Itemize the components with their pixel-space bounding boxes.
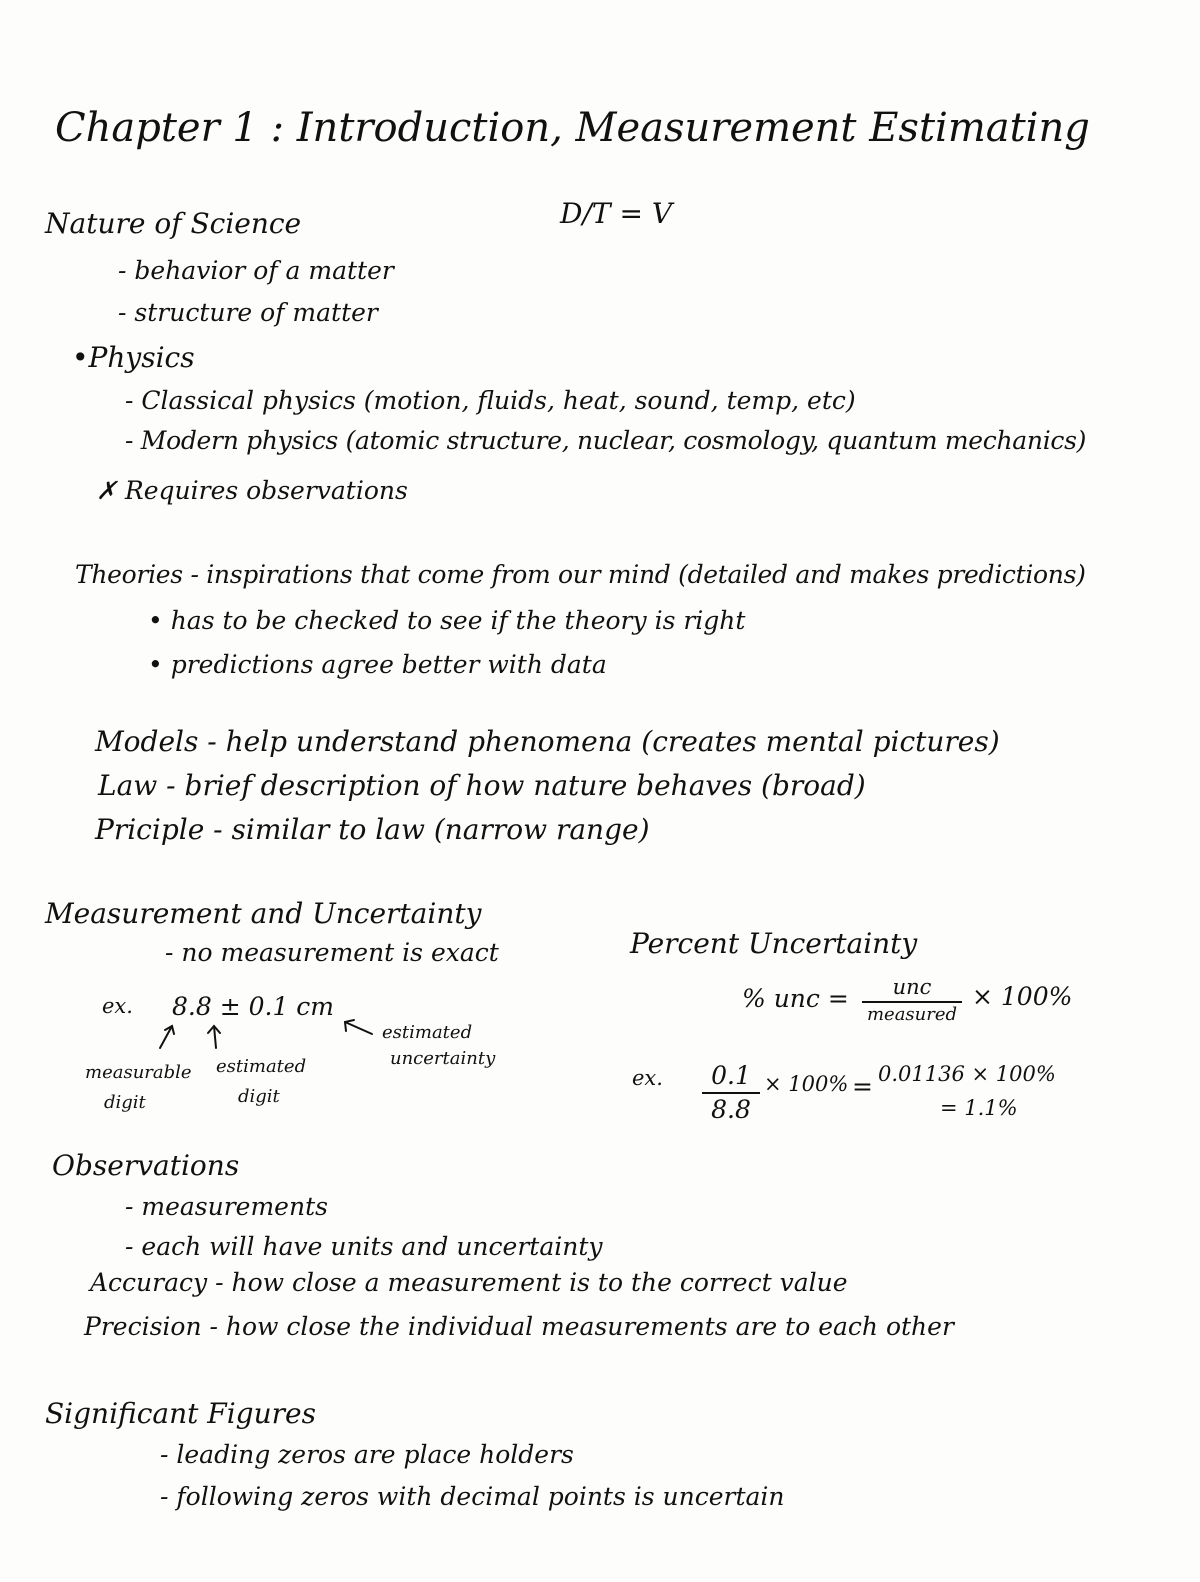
percent-formula-lhs: % unc =: [742, 984, 849, 1013]
sigfigs-item: - leading zeros are place holders: [160, 1440, 574, 1469]
nature-item: - behavior of a matter: [118, 256, 394, 285]
page-title: Chapter 1 : Introduction, Measurement Estimating: [55, 105, 1090, 151]
measurement-item: - no measurement is exact: [165, 938, 499, 967]
percent-ex-label: ex.: [632, 1066, 663, 1090]
observations-item: - measurements: [125, 1192, 328, 1221]
physics-note: ✗ Requires observations: [96, 476, 408, 505]
observations-heading: Observations: [52, 1149, 240, 1182]
label-estimated-digit: digit: [238, 1086, 280, 1107]
physics-item: - Modern physics (atomic structure, nuclear, cosmology, quantum mechanics): [125, 426, 1087, 455]
definition-law: Law - brief description of how nature behaves (broad): [98, 769, 866, 802]
percent-ex-result: 0.01136 × 100%: [878, 1062, 1056, 1086]
sigfigs-heading: Significant Figures: [45, 1397, 316, 1430]
percent-ex-fraction: [702, 1062, 760, 1123]
label-measurable: digit: [104, 1092, 146, 1113]
physics-item: - Classical physics (motion, fluids, heat, sound, temp, etc): [125, 386, 856, 415]
percent-ex-result: = 1.1%: [940, 1096, 1018, 1120]
percent-formula-fraction: [862, 976, 962, 1025]
label-estimated-digit: estimated: [216, 1056, 307, 1077]
percent-ex-multiplier: × 100%: [764, 1072, 849, 1096]
percent-formula-denominator: measured: [866, 1004, 958, 1026]
theories-item: • predictions agree better with data: [148, 650, 607, 679]
accuracy-definition: Accuracy - how close a measurement is to the correct value: [90, 1268, 848, 1297]
definition-principle: Priciple - similar to law (narrow range): [95, 813, 650, 846]
measurement-ex-label: ex.: [102, 994, 133, 1018]
percent-ex-equals: =: [852, 1072, 873, 1101]
measurement-heading: Measurement and Uncertainty: [45, 897, 482, 930]
arrow-uncertainty: [345, 1022, 372, 1034]
label-measurable: measurable: [85, 1062, 192, 1083]
theories-heading: Theories - inspirations that come from our mind (detailed and makes predictions): [75, 560, 1086, 589]
nature-heading: Nature of Science: [45, 207, 302, 240]
definition-models: Models - help understand phenomena (creates mental pictures): [95, 725, 1000, 758]
precision-definition: Precision - how close the individual measurements are to each other: [84, 1312, 954, 1341]
label-estimated-uncertainty: estimated: [382, 1022, 473, 1043]
physics-heading: •Physics: [72, 341, 195, 374]
theories-item: • has to be checked to see if the theory is right: [148, 606, 746, 635]
label-estimated-uncertainty: uncertainty: [390, 1048, 496, 1069]
nature-item: - structure of matter: [118, 298, 378, 327]
percent-formula-numerator: unc: [892, 975, 932, 999]
percent-ex-numerator: 0.1: [711, 1061, 751, 1090]
observations-item: - each will have units and uncertainty: [125, 1232, 603, 1261]
percent-formula-rhs: × 100%: [972, 982, 1073, 1011]
velocity-formula: D/T = V: [560, 197, 673, 230]
measurement-example: 8.8 ± 0.1 cm: [172, 992, 335, 1021]
percent-ex-denominator: 8.8: [711, 1094, 751, 1124]
percent-heading: Percent Uncertainty: [630, 927, 918, 960]
sigfigs-item: - following zeros with decimal points is uncertain: [160, 1482, 785, 1511]
